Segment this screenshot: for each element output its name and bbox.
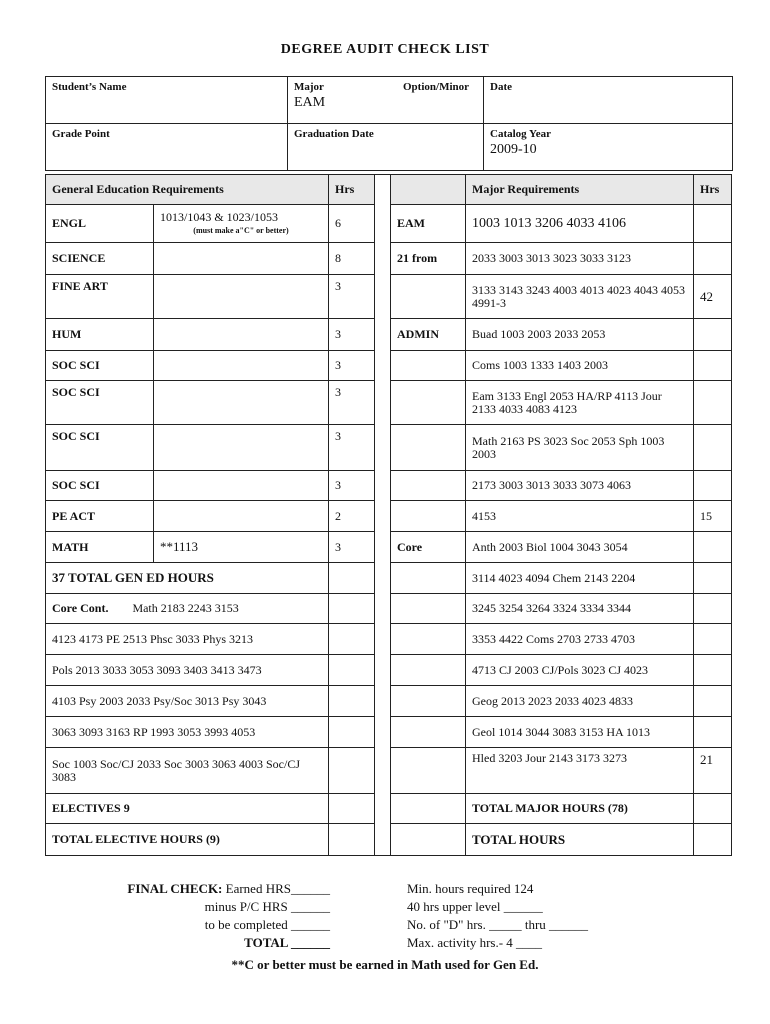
- core-blank-6: [391, 686, 466, 717]
- core-row-3: 3245 3254 3264 3324 3334 3344: [466, 594, 694, 624]
- total-gen-ed-hrs-cell[interactable]: [329, 563, 375, 594]
- admin-blank-4: [391, 425, 466, 471]
- admin-blank-3: [391, 381, 466, 425]
- soc-sci-courses-cell-3[interactable]: [154, 425, 329, 471]
- admin-row-1: Buad 1003 2003 2033 2053: [466, 319, 694, 351]
- admin-hrs-cell-1[interactable]: [694, 319, 732, 351]
- date-label: Date: [490, 81, 512, 93]
- core-row-4: 3353 4422 Coms 2703 2733 4703: [466, 624, 694, 655]
- fine-art-label: FINE ART: [46, 275, 154, 319]
- core-row-7: Geol 1014 3044 3083 3153 HA 1013: [466, 717, 694, 748]
- core-cont-list-2: Pols 2013 3033 3053 3093 3403 3413 3473: [46, 655, 329, 686]
- eam-courses: 1003 1013 3206 4033 4106: [466, 205, 694, 243]
- major-value: EAM: [294, 95, 326, 110]
- science-label: SCIENCE: [46, 243, 154, 275]
- hum-hrs: 3: [329, 319, 375, 351]
- admin-blank-2: [391, 351, 466, 381]
- major-label: Major: [294, 81, 324, 93]
- core-cont-hrs-cell[interactable]: [329, 594, 375, 624]
- core-cont-list-4: 3063 3093 3163 RP 1993 3053 3993 4053: [46, 717, 329, 748]
- major-hrs-header: Hrs: [694, 175, 732, 205]
- total-major-hrs-cell[interactable]: [694, 794, 732, 824]
- engl-hrs: 6: [329, 205, 375, 243]
- pe-act-hrs: 2: [329, 501, 375, 532]
- admin-blank-5: [391, 471, 466, 501]
- core-row-1: Anth 2003 Biol 1004 3043 3054: [466, 532, 694, 563]
- major-21-hrs-cell-1[interactable]: [694, 243, 732, 275]
- eam-label: EAM: [391, 205, 466, 243]
- engl-courses: [154, 205, 329, 243]
- core-hrs-cell-5[interactable]: [694, 655, 732, 686]
- core-cont-label: Core Cont.: [52, 601, 109, 615]
- core-cont-list-1: 4123 4173 PE 2513 Phsc 3033 Phys 3213: [46, 624, 329, 655]
- fine-art-hrs: 3: [329, 275, 375, 319]
- page-title: DEGREE AUDIT CHECK LIST: [280, 42, 490, 57]
- graduation-date-field[interactable]: [288, 124, 484, 170]
- core-blank-2: [391, 563, 466, 594]
- soc-sci-hrs-4: 3: [329, 471, 375, 501]
- core-cont-list-hrs-2[interactable]: [329, 655, 375, 686]
- core-hrs-cell-4[interactable]: [694, 624, 732, 655]
- core-cont-list-hrs-1[interactable]: [329, 624, 375, 655]
- core-row-5: 4713 CJ 2003 CJ/Pols 3023 CJ 4023: [466, 655, 694, 686]
- pe-act-label: PE ACT: [46, 501, 154, 532]
- total-hours: TOTAL HOURS: [466, 824, 694, 856]
- final-check-total: TOTAL ______: [244, 935, 330, 950]
- gen-ed-hrs-header: Hrs: [329, 175, 375, 205]
- electives-hrs-cell[interactable]: [329, 794, 375, 824]
- core-blank-5: [391, 655, 466, 686]
- admin-label: ADMIN: [391, 319, 466, 351]
- core-row-2: 3114 4023 4094 Chem 2143 2204: [466, 563, 694, 594]
- core-cont-math: Math 2183 2243 3153: [132, 601, 239, 615]
- soc-sci-courses-cell-4[interactable]: [154, 471, 329, 501]
- soc-sci-label-3: SOC SCI: [46, 425, 154, 471]
- core-hrs: 21: [694, 748, 732, 794]
- soc-sci-hrs-3: 3: [329, 425, 375, 471]
- science-courses-cell[interactable]: [154, 243, 329, 275]
- total-elective-hrs-cell[interactable]: [329, 824, 375, 856]
- core-hrs-cell-7[interactable]: [694, 717, 732, 748]
- math-label: MATH: [46, 532, 154, 563]
- major-21-blank: [391, 275, 466, 319]
- final-check-earned-text: FINAL CHECK: Earned HRS______: [127, 881, 330, 896]
- core-hrs-cell-6[interactable]: [694, 686, 732, 717]
- math-courses: **1113: [154, 532, 329, 563]
- student-name-label: Student’s Name: [52, 81, 127, 93]
- core-row-6: Geog 2013 2023 2033 4023 4833: [466, 686, 694, 717]
- total-elective-hours: TOTAL ELECTIVE HOURS (9): [46, 824, 329, 856]
- requirements-table: [45, 174, 732, 856]
- core-cont-list-hrs-5[interactable]: [329, 748, 375, 794]
- core-blank-4: [391, 624, 466, 655]
- core-blank-7: [391, 717, 466, 748]
- core-hrs-cell-3[interactable]: [694, 594, 732, 624]
- catalog-year-value: 2009-10: [490, 142, 537, 157]
- admin-hrs-cell-3[interactable]: [694, 381, 732, 425]
- major-21-row-2: 3133 3143 3243 4003 4013 4023 4043 4053 4991-3: [466, 275, 694, 319]
- final-check-earned: [90, 880, 330, 898]
- engl-label: ENGL: [46, 205, 154, 243]
- admin-hrs-cell-2[interactable]: [694, 351, 732, 381]
- soc-sci-hrs-2: 3: [329, 381, 375, 425]
- soc-sci-courses-cell-2[interactable]: [154, 381, 329, 425]
- student-info-box: [45, 76, 733, 171]
- math-hrs: 3: [329, 532, 375, 563]
- catalog-year-field[interactable]: [484, 124, 732, 170]
- upper-level-hours: 40 hrs upper level ______: [407, 899, 543, 914]
- core-cont-list-hrs-3[interactable]: [329, 686, 375, 717]
- student-name-field[interactable]: [46, 77, 288, 123]
- admin-row-4: Math 2163 PS 3023 Soc 2053 Sph 1003 2003: [466, 425, 694, 471]
- major-header: Major Requirements: [466, 175, 694, 205]
- catalog-year-label: Catalog Year: [490, 128, 551, 140]
- pe-act-courses-cell[interactable]: [154, 501, 329, 532]
- fine-art-courses-cell[interactable]: [154, 275, 329, 319]
- hum-label: HUM: [46, 319, 154, 351]
- 21-from-label: 21 from: [391, 243, 466, 275]
- admin-row-5: 2173 3003 3013 3033 3073 4063: [466, 471, 694, 501]
- max-activity-hours: Max. activity hrs.- 4 ____: [407, 935, 543, 950]
- total-hours-blank: [391, 824, 466, 856]
- major-field[interactable]: [288, 77, 484, 123]
- engl-courses-text: 1013/1043 & 1023/1053: [160, 209, 279, 224]
- min-hours-required: Min. hours required 124: [407, 881, 534, 896]
- core-cont-list-hrs-4[interactable]: [329, 717, 375, 748]
- core-row-8: Hled 3203 Jour 2143 3173 3273: [466, 748, 694, 794]
- total-major-hours: TOTAL MAJOR HOURS (78): [466, 794, 694, 824]
- soc-sci-label-4: SOC SCI: [46, 471, 154, 501]
- total-major-blank: [391, 794, 466, 824]
- core-hrs-cell-1[interactable]: [694, 532, 732, 563]
- admin-hrs-cell-5[interactable]: [694, 471, 732, 501]
- admin-hrs-cell-4[interactable]: [694, 425, 732, 471]
- core-cont-list-5: Soc 1003 Soc/CJ 2033 Soc 3003 3063 4003 Soc/CJ 3083: [46, 748, 329, 794]
- major-21-row-1: 2033 3003 3013 3023 3033 3123: [466, 243, 694, 275]
- engl-note: (must make a"C" or better): [193, 225, 289, 235]
- electives-label: ELECTIVES 9: [46, 794, 329, 824]
- soc-sci-label-2: SOC SCI: [46, 381, 154, 425]
- admin-hrs: 15: [694, 501, 732, 532]
- major-blank-header: [391, 175, 466, 205]
- grade-point-label: Grade Point: [52, 128, 110, 140]
- date-field[interactable]: [484, 77, 732, 123]
- core-cont-list-3: 4103 Psy 2003 2033 Psy/Soc 3013 Psy 3043: [46, 686, 329, 717]
- core-hrs-cell-2[interactable]: [694, 563, 732, 594]
- option-minor-label: Option/Minor: [403, 81, 470, 93]
- final-check-to-be-completed: to be completed ______: [204, 917, 330, 932]
- admin-row-2: Coms 1003 1333 1403 2003: [466, 351, 694, 381]
- eam-hrs-cell[interactable]: [694, 205, 732, 243]
- core-blank-8: [391, 748, 466, 794]
- soc-sci-hrs-1: 3: [329, 351, 375, 381]
- soc-sci-courses-cell-1[interactable]: [154, 351, 329, 381]
- hum-courses-cell[interactable]: [154, 319, 329, 351]
- science-hrs: 8: [329, 243, 375, 275]
- core-cont-row: [46, 594, 329, 624]
- core-label: Core: [391, 532, 466, 563]
- d-hours: No. of "D" hrs. _____ thru ______: [407, 917, 589, 932]
- gen-ed-header: General Education Requirements: [46, 175, 329, 205]
- major-21-hrs: 42: [694, 275, 732, 319]
- grade-point-field[interactable]: [46, 124, 288, 170]
- math-note: **C or better must be earned in Math used for Gen Ed.: [231, 957, 539, 972]
- total-hours-cell[interactable]: [694, 824, 732, 856]
- soc-sci-label-1: SOC SCI: [46, 351, 154, 381]
- admin-row-6: 4153: [466, 501, 694, 532]
- graduation-date-label: Graduation Date: [294, 128, 374, 140]
- core-blank-3: [391, 594, 466, 624]
- admin-blank-6: [391, 501, 466, 532]
- total-gen-ed: 37 TOTAL GEN ED HOURS: [46, 563, 329, 594]
- admin-row-3: Eam 3133 Engl 2053 HA/RP 4113 Jour 2133 4033 4083 4123: [466, 381, 694, 425]
- final-check-minus: minus P/C HRS ______: [204, 899, 330, 914]
